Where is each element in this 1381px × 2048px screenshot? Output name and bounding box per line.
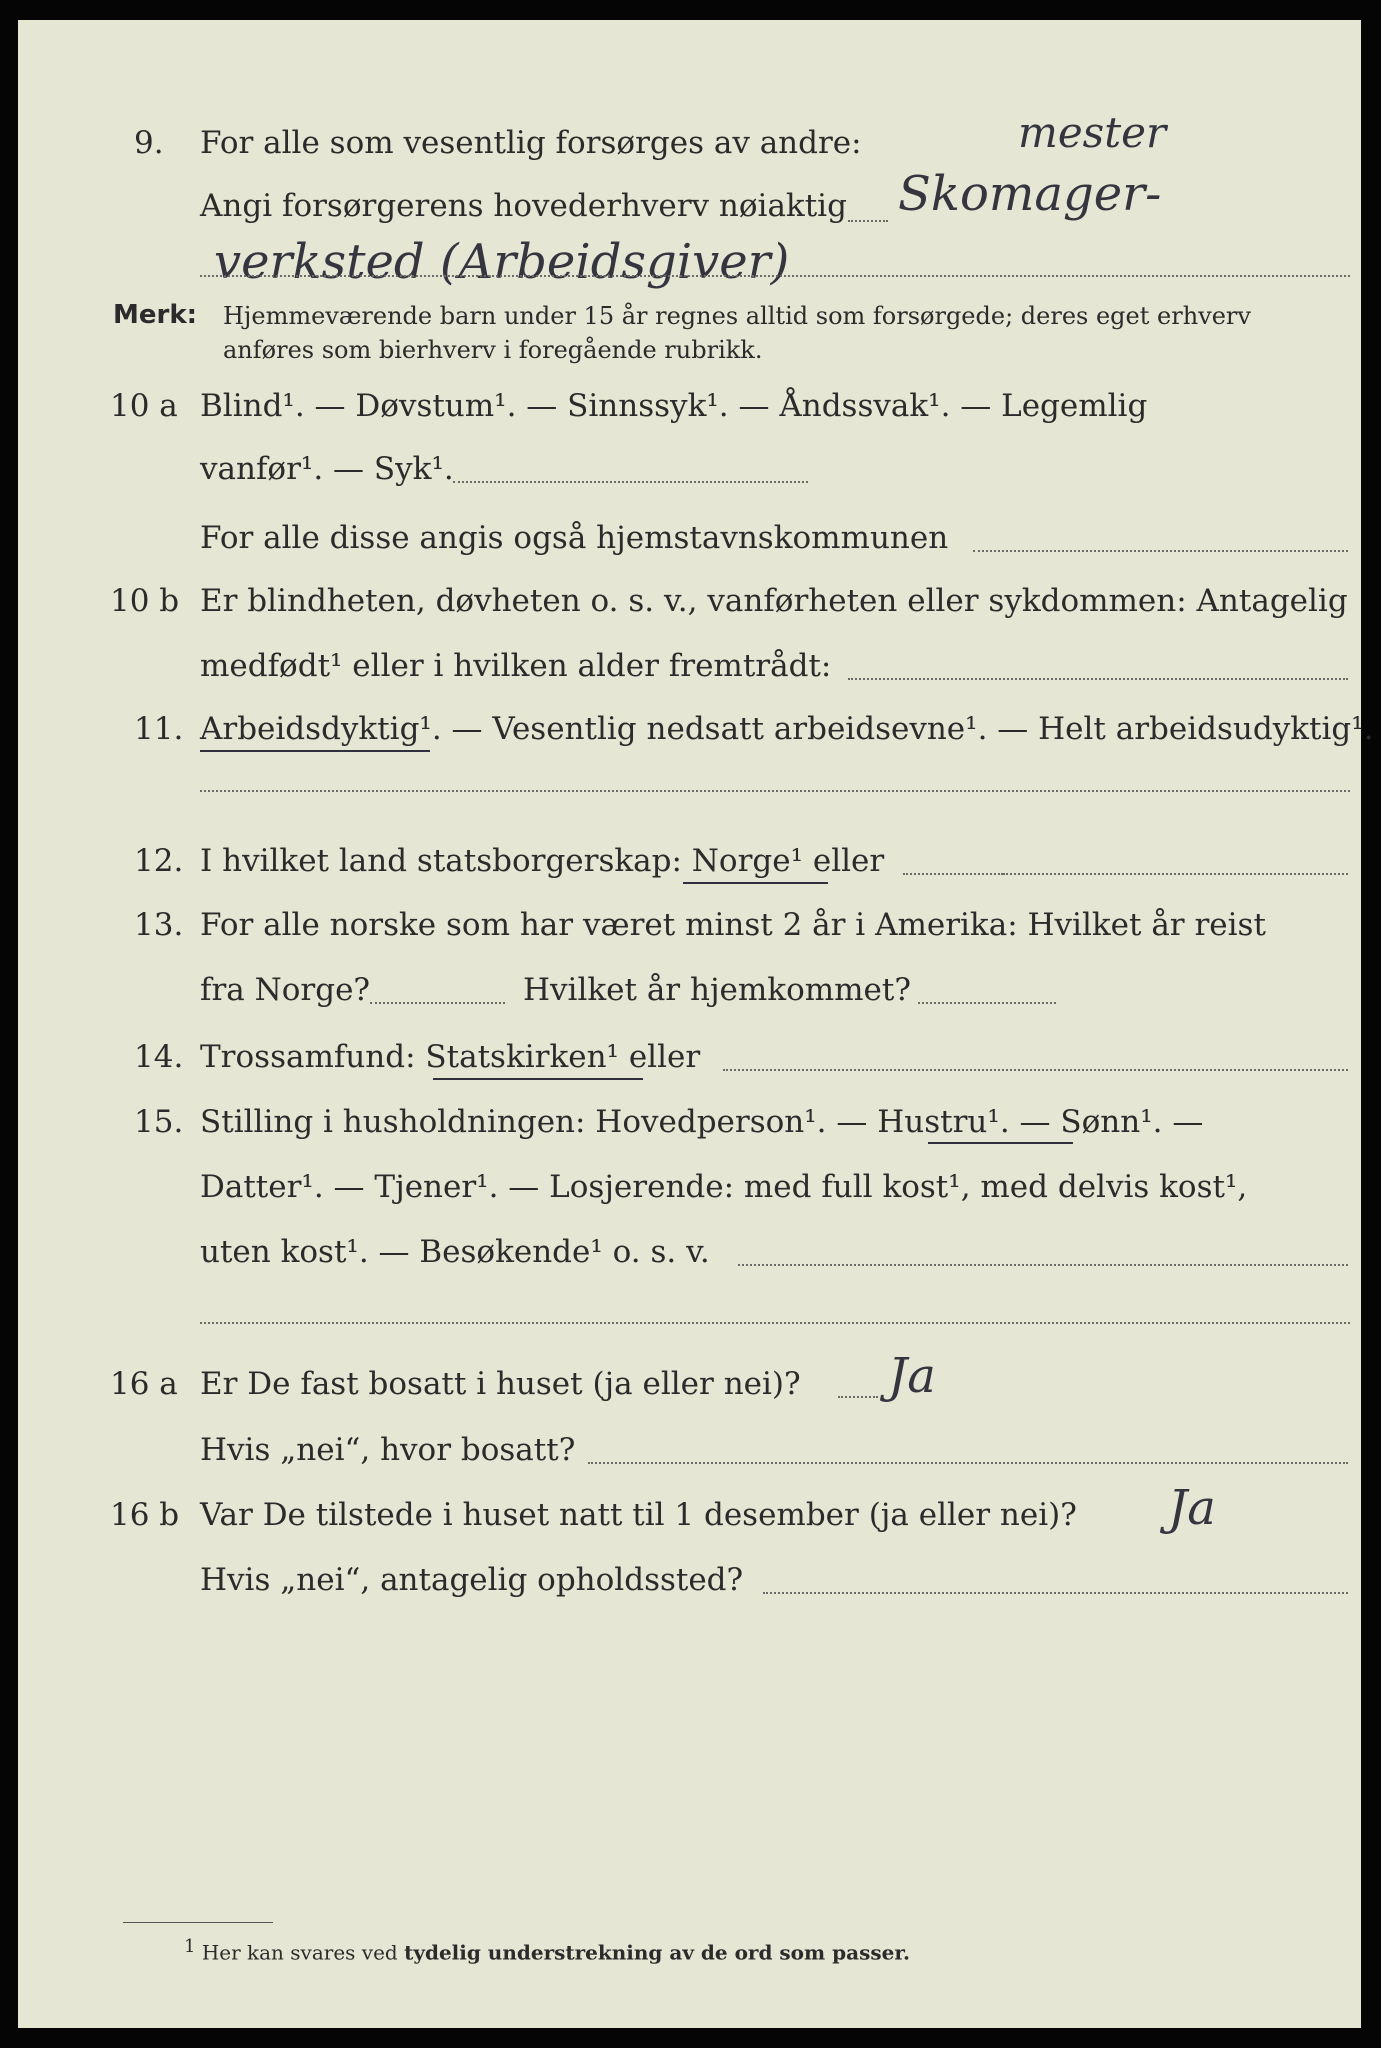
- q16a-dotted-line2: [588, 1462, 1348, 1464]
- q13-number: 13.: [134, 907, 184, 943]
- q13-line2b: Hvilket år hjemkommet?: [523, 972, 911, 1008]
- q10a-number: 10 a: [110, 388, 178, 424]
- q15-line3: uten kost¹. — Besøkende¹ o. s. v.: [200, 1234, 710, 1270]
- q16b-line2: Hvis „nei“, antagelig opholdssted?: [200, 1562, 744, 1598]
- q12-dotted-fill: [903, 873, 1003, 875]
- q15-dotted-line3: [738, 1264, 1348, 1266]
- q10b-line2: medfødt¹ eller i hvilken alder fremtrådt:: [200, 648, 832, 684]
- q9-handwritten-line3: verksted (Arbeidsgiver): [214, 234, 790, 290]
- q10a-dotted-line2: [453, 481, 808, 483]
- q15-underline-hustru: [928, 1142, 1073, 1144]
- q13-dotted-hjemkommet: [918, 1002, 1056, 1004]
- q15-line1: Stilling i husholdningen: Hovedperson¹. — Hustru¹. — Sønn¹. —: [200, 1104, 1204, 1140]
- q10a-line2: vanfør¹. — Syk¹.: [200, 451, 454, 487]
- q16a-dotted-answer: [838, 1396, 878, 1398]
- q16a-line1: Er De fast bosatt i huset (ja eller nei)?: [200, 1366, 801, 1402]
- footnote-text-plain: Her kan svares ved: [201, 1940, 398, 1965]
- q16a-number: 16 a: [110, 1366, 178, 1402]
- q10b-dotted-line2: [848, 678, 1348, 680]
- q13-line1: For alle norske som har været minst 2 år i Amerika: Hvilket år reist: [200, 907, 1266, 943]
- q11-number: 11.: [134, 711, 184, 747]
- q10a-line1: Blind¹. — Døvstum¹. — Sinnssyk¹. — Åndssvak¹. — Legemlig: [200, 388, 1148, 424]
- q9-line1: For alle som vesentlig forsørges av andre:: [200, 125, 862, 161]
- footnote-rule: [123, 1922, 273, 1923]
- merk-label: Merk:: [113, 300, 198, 330]
- q11-underline-arbeidsdyktig: [200, 750, 430, 752]
- q9-line2: Angi forsørgerens hovederhverv nøiaktig: [200, 188, 847, 224]
- q10a-line3: For alle disse angis også hjemstavnskommunen: [200, 520, 949, 556]
- q11-dotted-line2: [200, 790, 1350, 792]
- merk-line1: Hjemmeværende barn under 15 år regnes alltid som forsørgede; deres eget erhverv: [223, 302, 1251, 330]
- q13-line2a: fra Norge?: [200, 972, 371, 1008]
- q12-underline-norge: [683, 882, 828, 884]
- q12-dotted-fill2: [1003, 873, 1348, 875]
- census-form-page: [18, 20, 1374, 2028]
- q10b-line1: Er blindheten, døvheten o. s. v., vanførheten eller sykdommen: Antagelig: [200, 583, 1348, 619]
- q11-line1: Arbeidsdyktig¹. — Vesentlig nedsatt arbeidsevne¹. — Helt arbeidsudyktig¹.: [200, 711, 1374, 747]
- q16b-handwritten-answer: Ja: [1168, 1480, 1216, 1536]
- q14-underline-statskirken: [433, 1078, 643, 1080]
- footnote-mark: 1: [184, 1936, 196, 1957]
- q15-number: 15.: [134, 1104, 184, 1140]
- q10a-dotted-line3: [973, 550, 1348, 552]
- q9-dotted-fill: [848, 220, 888, 222]
- q12-line1: I hvilket land statsborgerskap: Norge¹ eller: [200, 843, 885, 879]
- q12-number: 12.: [134, 843, 184, 879]
- q16b-number: 16 b: [110, 1497, 180, 1533]
- q14-number: 14.: [134, 1039, 184, 1075]
- q9-handwritten-above: mester: [1018, 108, 1167, 157]
- q14-line1: Trossamfund: Statskirken¹ eller: [200, 1039, 701, 1075]
- q9-handwritten-line2: Skomager-: [898, 166, 1162, 222]
- q9-number: 9.: [134, 125, 164, 161]
- q13-dotted-reist: [370, 1002, 505, 1004]
- q15-dotted-line4: [200, 1322, 1350, 1324]
- footnote-text-bold: tydelig understrekning av de ord som passer.: [404, 1940, 910, 1965]
- q16a-line2: Hvis „nei“, hvor bosatt?: [200, 1432, 576, 1468]
- q15-line2: Datter¹. — Tjener¹. — Losjerende: med full kost¹, med delvis kost¹,: [200, 1169, 1248, 1205]
- q16a-handwritten-answer: Ja: [888, 1348, 936, 1404]
- q14-dotted-fill: [723, 1069, 1348, 1071]
- merk-line2: anføres som bierhverv i foregående rubrikk.: [223, 336, 763, 364]
- footnote: [184, 1938, 910, 1963]
- q9-dotted-line3: [200, 275, 1350, 277]
- q10b-number: 10 b: [110, 583, 180, 619]
- q16b-dotted-line2: [763, 1592, 1348, 1594]
- q16b-line1: Var De tilstede i huset natt til 1 desember (ja eller nei)?: [200, 1497, 1077, 1533]
